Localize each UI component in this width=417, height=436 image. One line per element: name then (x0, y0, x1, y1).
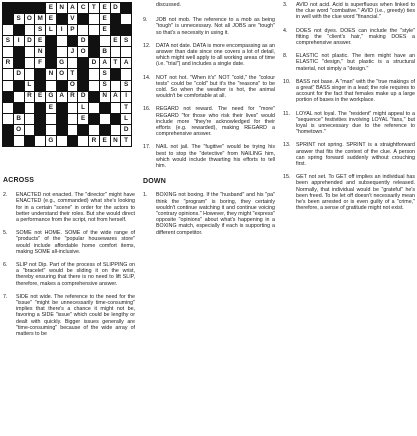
grid-black-cell (3, 136, 13, 146)
grid-cell: E (46, 3, 56, 13)
clue-column-2 (143, 2, 275, 243)
grid-cell: R (89, 136, 99, 146)
grid-cell (89, 25, 99, 35)
grid-cell (78, 25, 88, 35)
grid-cell: L (78, 103, 88, 113)
grid-cell: T (68, 69, 78, 79)
grid-cell (100, 114, 110, 124)
grid-cell (68, 114, 78, 124)
clue-item (143, 192, 275, 235)
clue-column-1 (3, 178, 135, 344)
grid-cell: R (25, 92, 35, 102)
grid-cell: S (3, 36, 13, 46)
clue-number: 16. (143, 106, 151, 113)
grid-black-cell (3, 14, 13, 24)
clue-item (3, 192, 135, 223)
clue-number: 11. (283, 110, 290, 117)
grid-cell: E (46, 103, 56, 113)
clue-explanation: LOYAL not loyal. The "resident" might appeal to a "sequence" festivities involving LOYAL "fans," but loyal is unnecessary due to the reference to "hometown." (296, 110, 415, 136)
grid-cell (3, 69, 13, 79)
grid-cell: T (111, 58, 121, 68)
grid-black-cell (14, 3, 24, 13)
clue-explanation: DATA not date. DATA is more encompassing as an answer than date since one covers a lot of detail, which might well apply to all working areas of time (i.e. "trial") and includes a single date. (156, 42, 275, 68)
grid-cell: S (100, 69, 110, 79)
clue-number: 6. (3, 262, 8, 269)
clue-explanation: SOME not HOME. SOME of the wide range of "products" of the "popular housewares store" would include affordable home comfort items, making SOME all-inclusive. (16, 230, 135, 255)
clue-item (3, 262, 135, 287)
grid-cell (3, 81, 13, 91)
clue-item (283, 174, 415, 211)
grid-black-cell (89, 36, 99, 46)
grid-cell: C (78, 3, 88, 13)
grid-cell (57, 47, 67, 57)
grid-cell: D (25, 36, 35, 46)
grid-cell: J (68, 47, 78, 57)
grid-cell (25, 103, 35, 113)
grid-cell: S (35, 25, 45, 35)
grid-cell (68, 125, 78, 135)
grid-black-cell (111, 114, 121, 124)
grid-black-cell (14, 103, 24, 113)
grid-black-cell (57, 14, 67, 24)
grid-cell: E (111, 36, 121, 46)
grid-black-cell (14, 81, 24, 91)
grid-cell: I (14, 36, 24, 46)
grid-black-cell (57, 103, 67, 113)
grid-cell: O (25, 14, 35, 24)
clue-item (3, 294, 135, 337)
grid-cell: P (68, 25, 78, 35)
grid-black-cell (89, 92, 99, 102)
grid-cell: M (35, 14, 45, 24)
grid-cell (68, 103, 78, 113)
clue-item (283, 53, 415, 72)
clue-number: 3. (283, 2, 288, 8)
clue-explanation: NOT not hot. "When it's" NOT "cold," the "colour tests" could be "cold" but it's the "reasons" to be cold. So when the weather is hot, the animal wouldn't be comfortable at all. (156, 74, 275, 100)
grid-cell: I (57, 25, 67, 35)
clue-number: 4. (283, 27, 288, 34)
grid-cell: N (100, 92, 110, 102)
across-heading: ACROSS (3, 177, 35, 184)
grid-cell (111, 47, 121, 57)
clue-item (283, 2, 415, 21)
grid-cell (89, 103, 99, 113)
grid-cell: A (68, 3, 78, 13)
grid-cell (46, 81, 56, 91)
grid-black-cell (46, 47, 56, 57)
clue-number: 15. (283, 174, 291, 181)
grid-black-cell (35, 103, 45, 113)
grid-cell: N (35, 47, 45, 57)
down-heading: DOWN (143, 178, 166, 186)
grid-cell (57, 136, 67, 146)
clue-number: 14. (143, 74, 151, 81)
clue-item (143, 106, 275, 137)
grid-black-cell (89, 47, 99, 57)
grid-black-cell (14, 58, 24, 68)
clue-item (283, 142, 415, 167)
clue-number: 1. (143, 192, 148, 199)
clue-number: 5. (3, 230, 8, 237)
grid-cell (121, 47, 131, 57)
grid-cell (46, 114, 56, 124)
grid-black-cell (3, 125, 13, 135)
across-clue-list-continued (143, 17, 275, 169)
grid-cell: B (14, 114, 24, 124)
grid-cell: A (57, 92, 67, 102)
grid-black-cell (111, 14, 121, 24)
grid-cell (25, 125, 35, 135)
grid-black-cell (111, 69, 121, 79)
grid-cell (89, 69, 99, 79)
grid-cell (121, 69, 131, 79)
grid-cell (35, 136, 45, 146)
grid-black-cell (78, 125, 88, 135)
grid-cell: D (78, 92, 88, 102)
clue-explanation: DOES not dyes. DOES can include the "style" fitting the "client's hair," making DOES a comprehensive answer. (296, 27, 415, 47)
clue-item (3, 230, 135, 255)
grid-cell (3, 25, 13, 35)
grid-cell (25, 25, 35, 35)
grid-cell: S (121, 81, 131, 91)
clue-explanation: BASS not base. A "man" with the "true makings of a great" BASS singer in a lead; the role requires to account for the fact that females make up a large portion of bases in the workplace. (296, 78, 415, 104)
grid-cell: E (78, 114, 88, 124)
grid-cell: L (25, 81, 35, 91)
grid-cell: N (111, 136, 121, 146)
grid-cell: R (3, 58, 13, 68)
clue-item (143, 75, 275, 100)
grid-cell: E (100, 14, 110, 24)
grid-cell: N (46, 69, 56, 79)
grid-black-cell (121, 25, 131, 35)
grid-black-cell (35, 114, 45, 124)
grid-cell: S (14, 14, 24, 24)
grid-black-cell (78, 14, 88, 24)
clue-explanation: ENACTED not enacted. The "director" might have ENACTED (e.g., commanded) what she's looking for in a certain "scene" in order for the actors to better understand their roles. But she would direct a performance from the script, not from herself. (16, 192, 135, 224)
grid-cell: D (89, 58, 99, 68)
clue-item (143, 144, 275, 169)
grid-cell: S (121, 36, 131, 46)
grid-cell: E (100, 136, 110, 146)
clue-explanation: JOB not mob. The reference to a mob as being "tough" is unnecessary. Not all JOBS are "tough" so that's a necessity in using it. (156, 17, 275, 36)
grid-black-cell (100, 125, 110, 135)
grid-cell (111, 81, 121, 91)
grid-black-cell (3, 3, 13, 13)
grid-cell: A (100, 58, 110, 68)
grid-cell: D (111, 3, 121, 13)
grid-black-cell (14, 25, 24, 35)
grid-cell: E (100, 3, 110, 13)
grid-black-cell (68, 136, 78, 146)
across-clue-list (3, 192, 135, 337)
clue-explanation: GET not set. To GET off implies an individual has been apprehended and subsequently released. Normally, that individual would be "grateful" he's been freed. To be let off doesn't necessarily mean he's been arrested or is even guilty of a "crime," therefore, a sense of gratitude might not exist. (296, 174, 415, 212)
clue-explanation: BOXING not boxing. If the "husband" and his "pa" think the "program" is boring, they certainly wouldn't continue watching it and continue voicing "contrary opinions." However, they might "express" opposite "opinions" about what's happening in a BOXING match, especially if each is supporting a different competitor. (156, 192, 275, 236)
grid-cell (89, 81, 99, 91)
grid-black-cell (35, 81, 45, 91)
grid-black-cell (68, 36, 78, 46)
grid-cell: D (121, 125, 131, 135)
continued-text: discussed. (156, 2, 182, 8)
clue-item (283, 28, 415, 47)
grid-cell: D (14, 69, 24, 79)
grid-cell: O (78, 47, 88, 57)
clue-number: 13. (283, 142, 291, 149)
down-clue-list-continued (283, 2, 415, 211)
grid-cell (100, 36, 110, 46)
grid-cell (25, 69, 35, 79)
grid-cell (25, 114, 35, 124)
grid-cell: G (46, 92, 56, 102)
clue-number: 9. (143, 17, 148, 24)
grid-black-cell (78, 69, 88, 79)
grid-cell (46, 125, 56, 135)
clue-item (283, 79, 415, 104)
grid-cell: E (46, 14, 56, 24)
clue-number: 10. (283, 78, 291, 85)
grid-black-cell (78, 81, 88, 91)
grid-cell (78, 136, 88, 146)
grid-cell: E (100, 25, 110, 35)
grid-cell: D (78, 36, 88, 46)
clue-number: 2. (3, 192, 8, 199)
clue-number: 8. (283, 53, 288, 60)
grid-cell (14, 136, 24, 146)
grid-black-cell (111, 25, 121, 35)
grid-black-cell (57, 114, 67, 124)
grid-cell: I (121, 92, 131, 102)
grid-cell: T (121, 136, 131, 146)
grid-cell: A (111, 92, 121, 102)
grid-cell (3, 103, 13, 113)
grid-black-cell (89, 114, 99, 124)
grid-black-cell (35, 3, 45, 13)
grid-cell: S (100, 81, 110, 91)
grid-cell (14, 92, 24, 102)
grid-black-cell (25, 136, 35, 146)
grid-black-cell (46, 58, 56, 68)
grid-cell (3, 114, 13, 124)
grid-cell (57, 36, 67, 46)
grid-black-cell (57, 81, 67, 91)
clue-explanation: SIDE not wide. The reference to the need for the "issue" "might be unnecessarily time-consuming" implies that there's a chance it might not be, favoring a SIDE "issue" which could be lengthy or dealt with quickly. Bigger issues generally are "time-consuming" because of the wide array of matters to be (16, 293, 135, 338)
grid-cell: B (100, 47, 110, 57)
grid-cell: E (35, 36, 45, 46)
grid-cell (3, 47, 13, 57)
grid-cell: N (57, 3, 67, 13)
grid-cell: R (68, 92, 78, 102)
grid-cell (111, 103, 121, 113)
grid-black-cell (57, 125, 67, 135)
clue-column-3 (283, 2, 415, 218)
grid-black-cell (46, 36, 56, 46)
grid-black-cell (35, 69, 45, 79)
grid-cell (121, 14, 131, 24)
grid-cell: T (89, 3, 99, 13)
grid-cell: G (46, 136, 56, 146)
crossword-grid (2, 2, 132, 147)
grid-cell (89, 14, 99, 24)
down-clue-list (143, 192, 275, 235)
grid-cell: O (57, 69, 67, 79)
grid-cell (25, 58, 35, 68)
grid-black-cell (25, 3, 35, 13)
grid-cell: L (46, 25, 56, 35)
clue-item (143, 43, 275, 68)
grid-black-cell (14, 47, 24, 57)
grid-cell: T (121, 103, 131, 113)
grid-cell (68, 58, 78, 68)
clue-number: 12. (143, 42, 151, 49)
grid-black-cell (121, 3, 131, 13)
clue-explanation: ELASTIC not plastic. The item might have an ELASTIC "design," but plastic is a structural material, not simply a "design." (296, 53, 415, 72)
clue-explanation: REGARD not reward. The need for "more" REGARD "for those who risk their lives" would include more "they're acknowledged for their efforts (e.g. rewarded), making REGARD a comprehensive answer. (156, 106, 275, 138)
grid-cell (89, 125, 99, 135)
grid-black-cell (35, 125, 45, 135)
grid-black-cell (100, 103, 110, 113)
grid-black-cell (3, 92, 13, 102)
grid-cell: V (68, 14, 78, 24)
grid-cell (111, 125, 121, 135)
clue-explanation: SPRINT not spring. SPRINT is a straightforward answer that fits the context of the clue. A person can spring forward suddenly without crouching first. (296, 142, 415, 168)
clue-number: 17. (143, 144, 151, 151)
clue-explanation: AVID not acid. Acid is superfluous when linked to the clue word "combative." AVID (i.e., greedy) ties in well with the clue word "financial." (296, 2, 415, 21)
grid-cell: F (35, 58, 45, 68)
clue-explanation: SLIP not Dip. Part of the process of SLIPPING on a "bracelet" would be sliding it on the wrist, thereby ensuring that there is no need to lift SLIP, therefore, makes a comprehensive answer. (16, 262, 135, 287)
clue-item (143, 17, 275, 36)
grid-cell: O (14, 125, 24, 135)
grid-cell (25, 47, 35, 57)
grid-cell: O (68, 81, 78, 91)
grid-cell: E (35, 92, 45, 102)
grid-cell: L (121, 114, 131, 124)
clue-number: 7. (3, 293, 8, 300)
grid-cell: G (57, 58, 67, 68)
clue-item (283, 111, 415, 136)
grid-black-cell (78, 58, 88, 68)
grid-cell: A (121, 58, 131, 68)
clue-explanation: NAIL not jail. The "fugitive" would be trying his best to stop the "detective" from NAILING him, which would include thwarting his efforts to tell him. (156, 144, 275, 170)
